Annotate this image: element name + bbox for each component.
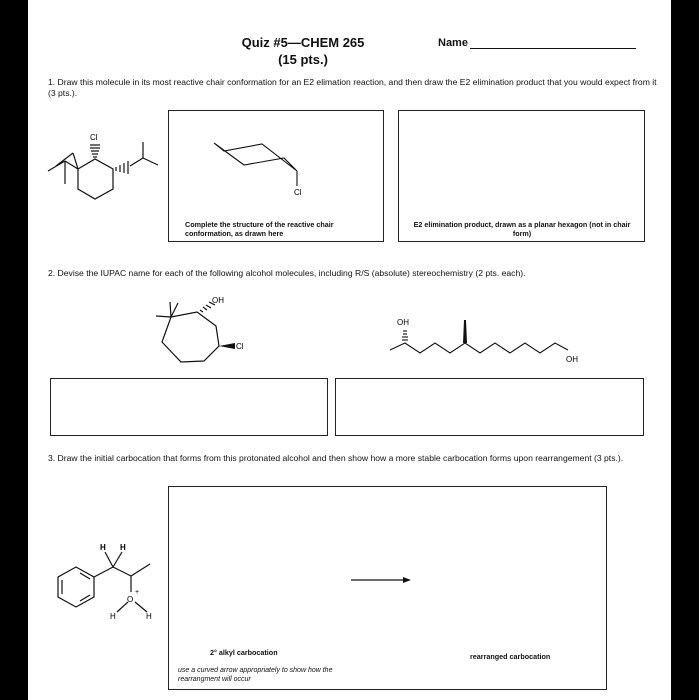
q2-mol2-oh-left-label: OH	[397, 318, 409, 327]
q1-isopropyl	[130, 142, 158, 166]
q2-molecule-2	[378, 315, 598, 370]
q2-cycloheptane-ring	[156, 302, 219, 362]
q3-plus-label: +	[135, 589, 140, 596]
iupac-answer-box-2[interactable]	[335, 378, 644, 436]
question-2-text: 2. Devise the IUPAC name for each of the following alcohol molecules, including R/S (absolute) stereochemistry (2 pts. each).	[48, 268, 526, 278]
q3-benzene-ring	[58, 567, 94, 607]
rearranged-carbocation-caption: rearranged carbocation	[470, 652, 551, 661]
q3-h-label-2: H	[120, 543, 126, 552]
e2-box-caption: E2 elimination product, drawn as a planar hexagon (not in chair form)	[413, 220, 631, 238]
q2-wedge-to-cl	[219, 343, 235, 349]
quiz-title	[238, 34, 368, 68]
q1-hash-to-isopropyl	[116, 161, 128, 174]
chair-conformation-box[interactable]	[168, 110, 384, 242]
q1-hash-to-cl	[90, 145, 100, 157]
q2-molecule-1	[118, 290, 268, 375]
q3-side-chain	[94, 552, 150, 612]
question-3-text: 3. Draw the initial carbocation that forms from this protonated alcohol and then show how a more stable carbocation forms upon rearrangement (3 pts.).	[48, 453, 624, 463]
q3-h-label-3: H	[110, 612, 116, 621]
secondary-carbocation-caption: 2° alkyl carbocation	[210, 648, 278, 657]
iupac-answer-box-1[interactable]	[50, 378, 328, 436]
q2-mol1-cl-label: Cl	[236, 342, 244, 351]
q1-cl-label: Cl	[90, 133, 98, 142]
chair-template	[204, 131, 344, 206]
chair-box-caption: Complete the structure of the reactive chair conformation, as drawn here	[185, 220, 334, 238]
reaction-arrow	[349, 574, 414, 586]
q3-o-label: O	[127, 595, 134, 604]
left-black-border	[0, 0, 28, 700]
chair-cl-label: Cl	[294, 188, 302, 197]
curved-arrow-note: use a curved arrow appropriately to show how the rearrangment will occur	[178, 667, 333, 683]
e2-product-box[interactable]	[398, 110, 645, 242]
q2-mol2-hash-to-oh	[402, 331, 408, 340]
q1-cyclohexane-ring	[48, 153, 113, 199]
q3-h-label-1: H	[100, 543, 106, 552]
name-label: Name	[438, 37, 468, 49]
name-line[interactable]	[470, 48, 636, 49]
q1-molecule	[28, 118, 168, 228]
quiz-title-text: Quiz #5—CHEM 265	[241, 35, 365, 50]
carbocation-answer-box[interactable]	[168, 486, 607, 690]
question-1-text: 1. Draw this molecule in its most reactive chair conformation for an E2 elimation reaction, and then draw the E2 elimination product that you would expect from it (3 pts.).	[48, 77, 657, 98]
quiz-page	[28, 0, 671, 700]
q2-mol2-oh-right-label: OH	[566, 355, 578, 364]
q2-mol2-chain	[390, 343, 568, 353]
right-black-border	[671, 0, 699, 700]
q2-mol1-oh-label: OH	[212, 296, 224, 305]
q2-mol2-wedge-methyl	[463, 320, 467, 343]
q3-h-label-4: H	[146, 612, 152, 621]
quiz-points: (15 pts.)	[278, 52, 328, 67]
